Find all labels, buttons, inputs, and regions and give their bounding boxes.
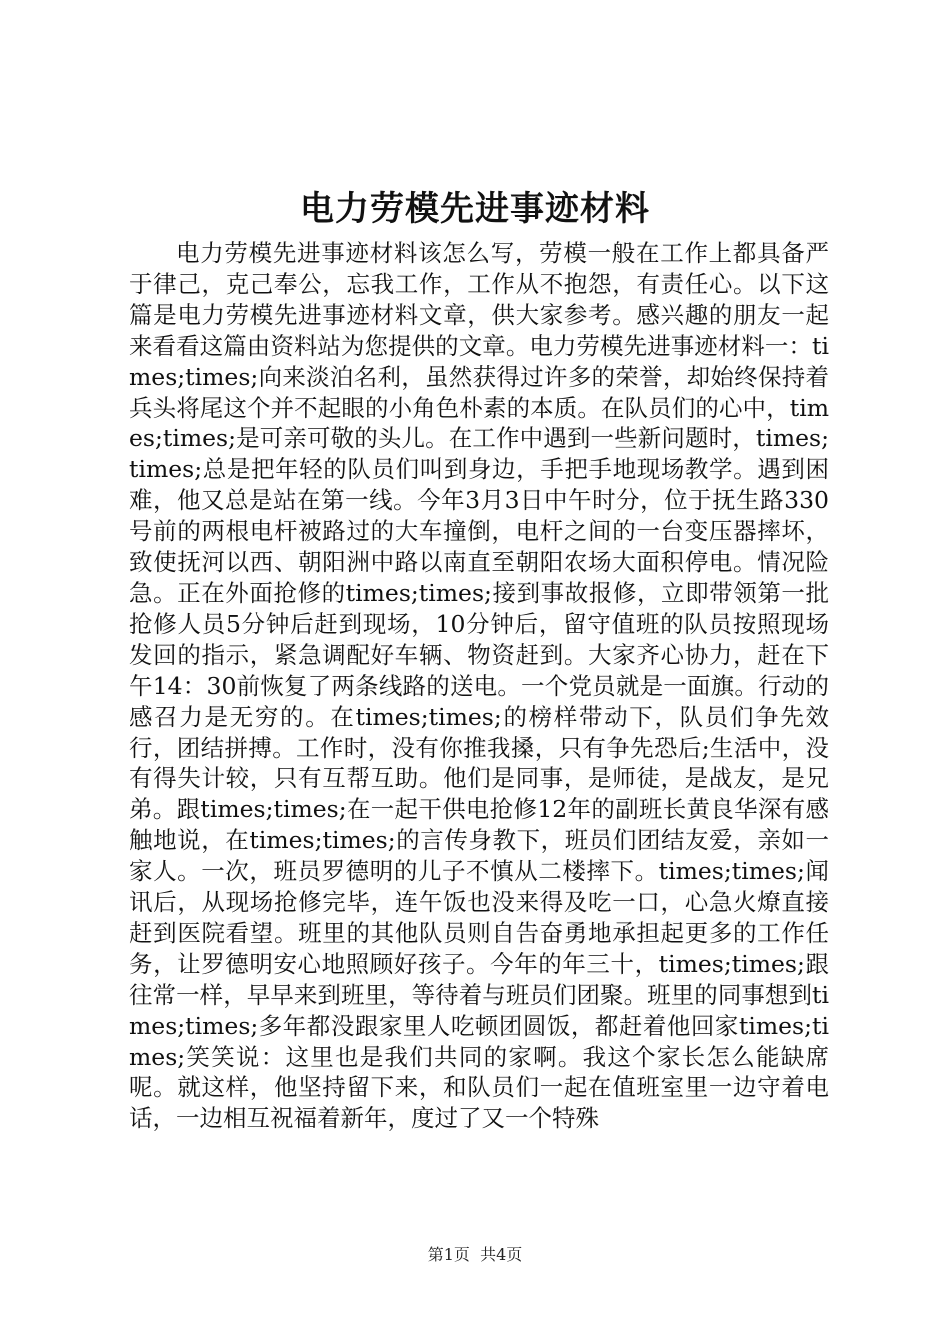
page-footer xyxy=(0,1244,950,1266)
page-title: 电力劳模先进事迹材料 xyxy=(300,189,650,229)
body-paragraph: 电力劳模先进事迹材料该怎么写，劳模一般在工作上都具备严于律己，克己奉公，忘我工作，工作从不抱怨，有责任心。以下这篇是电力劳模先进事迹材料文章，供大家参考。感兴趣的朋友一起来看看这篇由资料站为您提供的文章。电力劳模先进事迹材料一：times;times;向来淡泊名利，虽然获得过许多的荣誉，却始终保持着兵头将尾这个并不起眼的小角色朴素的本质。在队员们的心中，times;times;是可亲可敬的头儿。在工作中遇到一些新问题时，times;times;总是把年轻的队员们叫到身边，手把手地现场教学。遇到困难，他又总是站在第一线。今年3月3日中午时分，位于抚生路330号前的两根电杆被路过的大车撞倒，电杆之间的一台变压器摔坏，致使抚河以西、朝阳洲中路以南直至朝阳农场大面积停电。情况险急。正在外面抢修的times;times;接到事故报修，立即带领第一批抢修人员5分钟后赶到现场，10分钟后，留守值班的队员按照现场发回的指示，紧急调配好车辆、物资赶到。大家齐心协力，赶在下午14：30前恢复了两条线路的送电。一个党员就是一面旗。行动的感召力是无穷的。在times;times;的榜样带动下，队员们争先效行，团结拼搏。工作时，没有你推我搡，只有争先恐后;生活中，没有得失计较，只有互帮互助。他们是同事，是师徒，是战友，是兄弟。跟times;times;在一起干供电抢修12年的副班长黄良华深有感触地说，在times;times;的言传身教下，班员们团结友爱，亲如一家人。一次，班员罗德明的儿子不慎从二楼摔下。times;times;闻讯后，从现场抢修完毕，连午饭也没来得及吃一口，心急火燎直接赶到医院看望。班里的其他队员则自告奋勇地承担起更多的工作任务，让罗德明安心地照顾好孩子。今年的年三十，times;times;跟往常一样，早早来到班里，等待着与班员们团聚。班里的同事想到times;times;多年都没跟家里人吃顿团圆饭，都赶着他回家times;times;笑笑说：这里也是我们共同的家啊。我这个家长怎么能缺席呢。就这样，他坚持留下来，和队员们一起在值班室里一边守着电话，一边相互祝福着新年，度过了又一个特殊 xyxy=(129,239,829,1133)
page-total: 共4页 xyxy=(480,1245,523,1264)
page-number: 第1页 xyxy=(427,1245,470,1264)
